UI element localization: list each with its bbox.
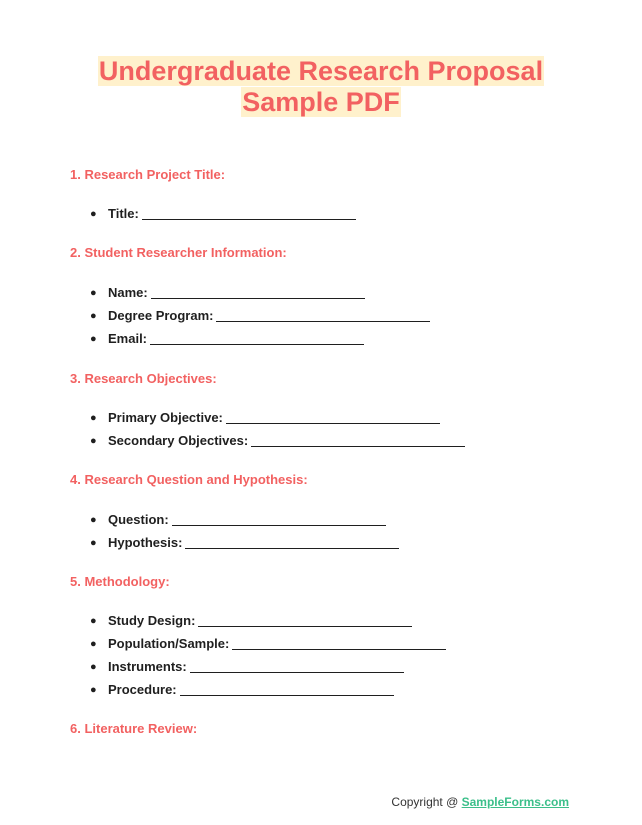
bullet-icon: ● <box>90 638 97 650</box>
bullet-icon: ● <box>90 310 97 322</box>
field-label: Email: <box>108 331 148 346</box>
list-item-instruments <box>90 659 404 674</box>
field-label: Title: <box>108 206 139 221</box>
list-item-primary-objective <box>90 410 440 425</box>
field-label: Primary Objective: <box>108 410 223 425</box>
bullet-icon: ● <box>90 661 97 673</box>
field-label: Degree Program: <box>108 308 214 323</box>
bullet-icon: ● <box>90 435 97 447</box>
fill-in-blank[interactable] <box>150 332 364 345</box>
bullet-icon: ● <box>90 287 97 299</box>
list-item-degree-program <box>90 308 430 323</box>
section-heading-researcher-info: 2. Student Researcher Information: <box>70 245 287 260</box>
field-label: Instruments: <box>108 659 187 674</box>
fill-in-blank[interactable] <box>185 536 399 549</box>
fill-in-blank[interactable] <box>151 286 365 299</box>
section-heading-objectives: 3. Research Objectives: <box>70 371 217 386</box>
list-item-procedure <box>90 682 394 697</box>
brand-link[interactable]: SampleForms.com <box>461 795 569 809</box>
title-line-1: Undergraduate Research Proposal <box>98 56 544 86</box>
field-label: Hypothesis: <box>108 535 183 550</box>
fill-in-blank[interactable] <box>142 207 356 220</box>
title-line-2: Sample PDF <box>242 87 400 117</box>
bullet-icon: ● <box>90 412 97 424</box>
list-item-email <box>90 331 364 346</box>
bullet-icon: ● <box>90 333 97 345</box>
copyright-text: Copyright @ <box>391 795 462 809</box>
bullet-icon: ● <box>90 537 97 549</box>
field-label: Study Design: <box>108 613 196 628</box>
list-item-hypothesis <box>90 535 399 550</box>
list-item-population-sample <box>90 636 446 651</box>
fill-in-blank[interactable] <box>198 614 412 627</box>
list-item-secondary-objectives <box>90 433 465 448</box>
list-item-study-design <box>90 613 412 628</box>
fill-in-blank[interactable] <box>180 683 394 696</box>
section-heading-literature-review: 6. Literature Review: <box>70 721 198 736</box>
bullet-icon: ● <box>90 514 97 526</box>
bullet-icon: ● <box>90 208 97 220</box>
field-label: Question: <box>108 512 169 527</box>
field-label: Secondary Objectives: <box>108 433 249 448</box>
fill-in-blank[interactable] <box>216 309 430 322</box>
list-item-name <box>90 285 365 300</box>
bullet-icon: ● <box>90 684 97 696</box>
section-heading-project-title: 1. Research Project Title: <box>70 167 226 182</box>
list-item-question <box>90 512 386 527</box>
section-heading-question-hypothesis: 4. Research Question and Hypothesis: <box>70 472 308 487</box>
bullet-icon: ● <box>90 615 97 627</box>
copyright-footer <box>391 795 569 809</box>
list-item-title <box>90 206 356 221</box>
fill-in-blank[interactable] <box>251 434 465 447</box>
field-label: Population/Sample: <box>108 636 230 651</box>
fill-in-blank[interactable] <box>172 513 386 526</box>
fill-in-blank[interactable] <box>232 637 446 650</box>
document-title <box>0 56 642 118</box>
fill-in-blank[interactable] <box>226 411 440 424</box>
section-heading-methodology: 5. Methodology: <box>70 574 170 589</box>
field-label: Procedure: <box>108 682 177 697</box>
field-label: Name: <box>108 285 148 300</box>
fill-in-blank[interactable] <box>190 660 404 673</box>
